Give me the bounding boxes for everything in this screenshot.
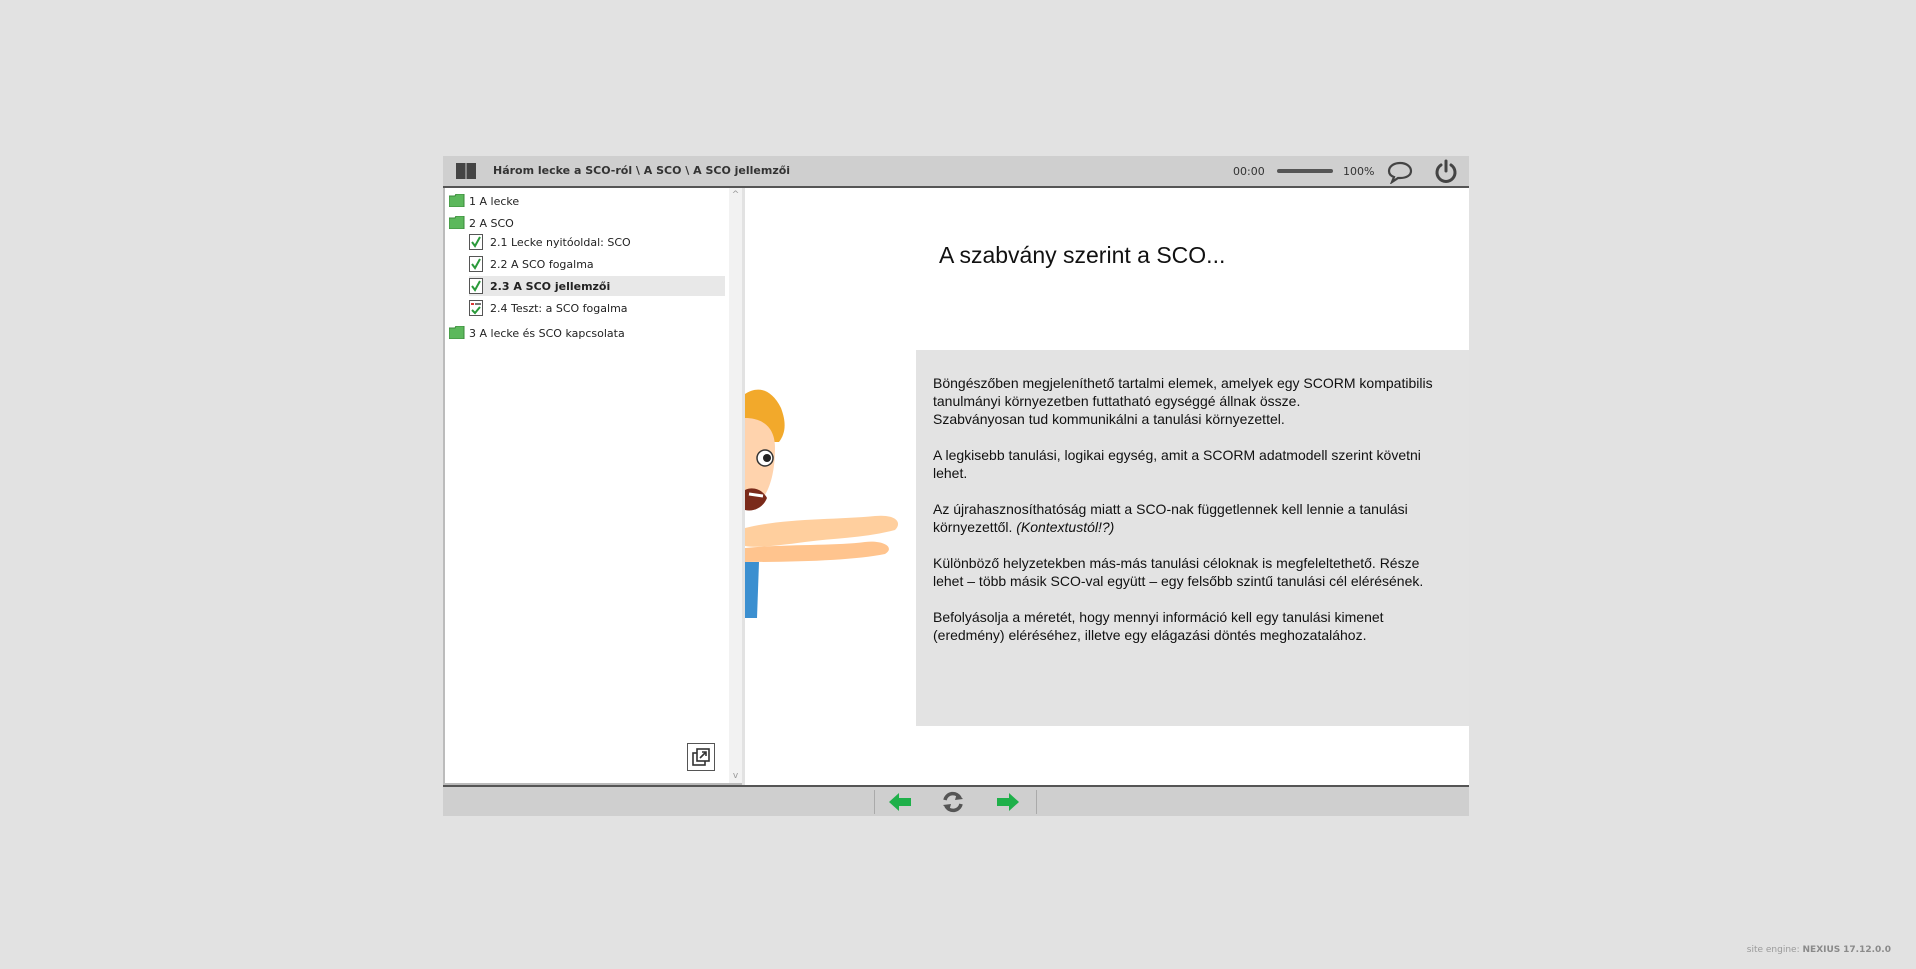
toc-label: 2.3 A SCO jellemzői: [490, 280, 611, 293]
paragraph: Különböző helyzetekben más-más tanulási céloknak is megfeleltethető. Része lehet – több másik SCO-val együtt – egy felsőbb szintű tanulási cél elérésének.: [933, 555, 1424, 589]
toc-item-2-1[interactable]: [469, 232, 725, 252]
refresh-icon[interactable]: [939, 790, 967, 814]
navigation-bar: [443, 785, 1469, 816]
page-check-icon: [469, 278, 483, 294]
folder-icon: [449, 216, 465, 229]
site-engine-footer: [1747, 945, 1891, 955]
folder-icon: [449, 326, 465, 339]
toc-item-3[interactable]: [449, 323, 719, 343]
breadcrumb: Három lecke a SCO-ról \ A SCO \ A SCO jellemzői: [493, 164, 791, 177]
test-icon: [469, 300, 483, 316]
toc-scrollbar[interactable]: [729, 188, 742, 783]
volume-slider[interactable]: [1277, 169, 1333, 173]
slide-title: A szabvány szerint a SCO...: [939, 242, 1226, 268]
paragraph-italic-note: (Kontextustól!?): [1016, 519, 1115, 535]
time-display: 00:00: [1233, 165, 1265, 178]
slide-content: [745, 188, 1469, 785]
chevron-up-icon[interactable]: ^: [731, 190, 740, 200]
divider: [874, 790, 875, 814]
player-toolbar: [443, 156, 1469, 188]
cartoon-character-illustration: [745, 378, 915, 638]
toc-label: 1 A lecke: [469, 195, 520, 208]
chevron-down-icon[interactable]: v: [732, 771, 739, 781]
footer-engine: NEXIUS: [1802, 945, 1841, 955]
footer-prefix: site engine:: [1746, 945, 1800, 955]
toc-label: 2 A SCO: [469, 217, 514, 230]
paragraph-text: Az újrahasznosíthatóság miatt a SCO-nak függetlennek kell lennie a tanulási környezettől.: [933, 501, 1408, 535]
toc-label: 2.4 Teszt: a SCO fogalma: [490, 302, 628, 315]
divider: [1036, 790, 1037, 814]
footer-version: 17.12.0.0: [1843, 945, 1891, 955]
paragraph: Szabványosan tud kommunikálni a tanulási környezettel.: [933, 411, 1285, 427]
toc-item-2-2[interactable]: [469, 254, 725, 274]
page-check-icon: [469, 256, 483, 272]
paragraph: A legkisebb tanulási, logikai egység, amit a SCORM adatmodell szerint követni lehet.: [933, 447, 1421, 481]
popout-button[interactable]: [687, 743, 715, 771]
toc-label: 3 A lecke és SCO kapcsolata: [469, 327, 625, 340]
toc-item-1[interactable]: [449, 191, 719, 211]
course-player: [443, 156, 1469, 816]
toc-item-2-3[interactable]: [469, 276, 725, 296]
slide-text-box: [916, 350, 1469, 726]
toc-item-2[interactable]: [449, 213, 719, 233]
arrow-right-icon[interactable]: [994, 790, 1022, 814]
paragraph: [933, 500, 1453, 536]
paragraph: Befolyásolja a méretét, hogy mennyi információ kell egy tanulási kimenet (eredmény) eléréséhez, illetve egy elágazási döntés meghozatalához.: [933, 609, 1384, 643]
power-icon[interactable]: [1433, 159, 1459, 185]
popout-icon: [688, 744, 714, 770]
arrow-left-icon[interactable]: [886, 790, 914, 814]
paragraph: Böngészőben megjeleníthető tartalmi elemek, amelyek egy SCORM kompatibilis tanulmányi környezetben futtatható egységgé állnak össze.: [933, 375, 1433, 409]
toc-item-2-4[interactable]: [469, 298, 725, 318]
toc-label: 2.2 A SCO fogalma: [490, 258, 594, 271]
toc-label: 2.1 Lecke nyitóoldal: SCO: [490, 236, 631, 249]
page-check-icon: [469, 234, 483, 250]
book-icon[interactable]: [455, 161, 477, 181]
zoom-level: 100%: [1343, 165, 1375, 178]
folder-icon: [449, 194, 465, 207]
table-of-contents: [443, 188, 742, 785]
chat-icon[interactable]: [1387, 160, 1413, 184]
